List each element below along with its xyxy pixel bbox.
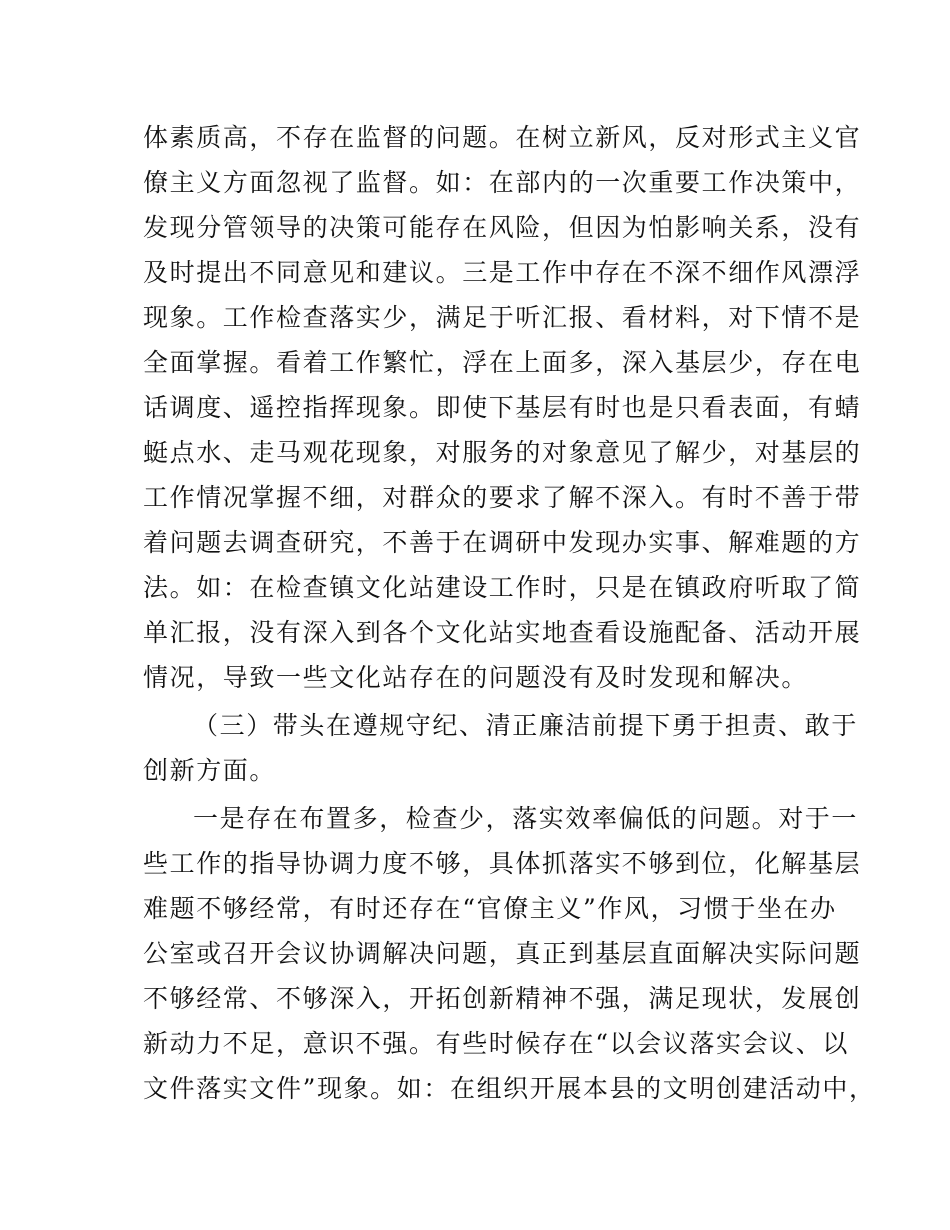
text-line: 一是存在布置多，检查少，落实效率偏低的问题。对于一: [193, 804, 859, 833]
text-line: 难题不够经常，有时还存在“官僚主义”作风，习惯于坐在办: [143, 894, 837, 923]
text-line: 新动力不足，意识不强。有些时候存在“以会议落实会议、以: [143, 1029, 849, 1058]
text-line: 发现分管领导的决策可能存在风险，但因为怕影响关系，没有: [143, 213, 862, 242]
text-line: 不够经常、不够深入，开拓创新精神不强，满足现状，发展创: [143, 984, 862, 1013]
text-line: 文件落实文件”现象。如：在组织开展本县的文明创建活动中，: [143, 1074, 876, 1103]
text-line: 体素质高，不存在监督的问题。在树立新风，反对形式主义官: [143, 123, 862, 152]
text-line: 公室或召开会议协调解决问题，真正到基层直面解决实际问题: [143, 939, 862, 968]
text-line: 现象。工作检查落实少，满足于听汇报、看材料，对下情不是: [143, 303, 862, 332]
text-line: 些工作的指导协调力度不够，具体抓落实不够到位，化解基层: [143, 849, 862, 878]
text-line: 情况，导致一些文化站存在的问题没有及时发现和解决。: [143, 663, 809, 692]
text-line: 工作情况掌握不细，对群众的要求了解不深入。有时不善于带: [143, 483, 862, 512]
text-line: 法。如：在检查镇文化站建设工作时，只是在镇政府听取了简: [143, 573, 862, 602]
text-line: 单汇报，没有深入到各个文化站实地查看设施配备、活动开展: [143, 618, 862, 647]
text-line: 蜓点水、走马观花现象，对服务的对象意见了解少，对基层的: [143, 438, 862, 467]
text-line: 着问题去调查研究，不善于在调研中发现办实事、解难题的方: [143, 528, 862, 557]
text-line: 全面掌握。看着工作繁忙，浮在上面多，深入基层少，存在电: [143, 348, 862, 377]
text-line: 及时提出不同意见和建议。三是工作中存在不深不细作风漂浮: [143, 258, 862, 287]
text-line: 僚主义方面忽视了监督。如：在部内的一次重要工作决策中，: [143, 168, 862, 197]
text-line: 话调度、遥控指挥现象。即使下基层有时也是只看表面，有蜻: [143, 393, 862, 422]
section-heading-line: 创新方面。: [143, 756, 277, 785]
section-heading-line: （三）带头在遵规守纪、清正廉洁前提下勇于担责、敢于: [193, 711, 859, 740]
